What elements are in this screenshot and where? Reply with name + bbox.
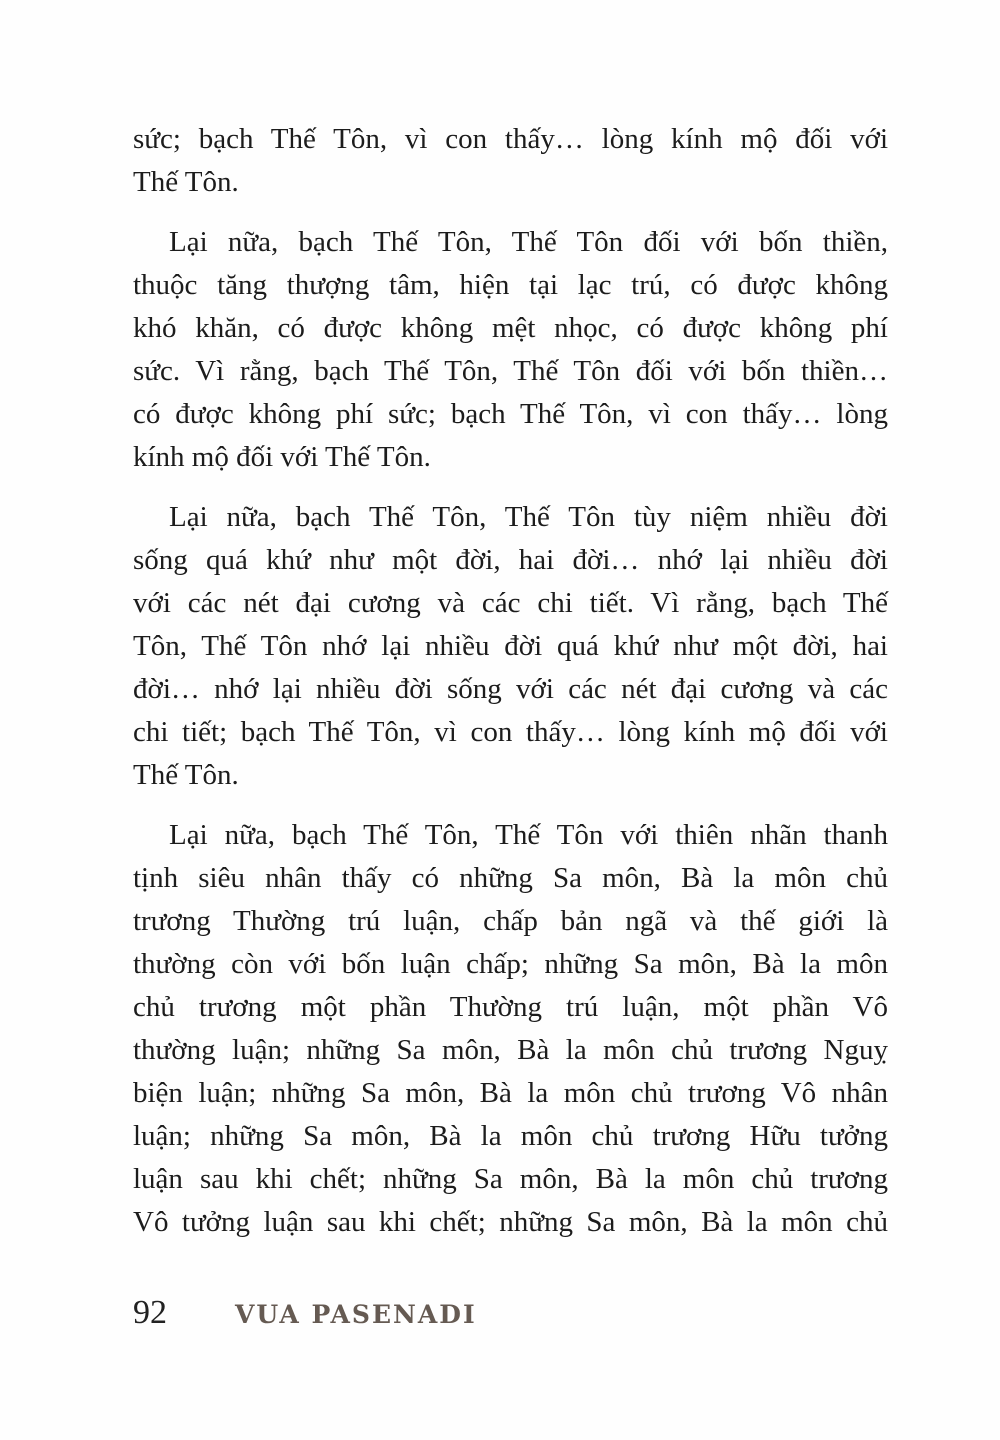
paragraph: [133, 118, 888, 204]
text-line: có được không phí sức; bạch Thế Tôn, vì con thấy… lòng: [133, 398, 888, 430]
text-line: luận sau khi chết; những Sa môn, Bà la môn chủ trương: [133, 1163, 888, 1195]
text-line: tịnh siêu nhân thấy có những Sa môn, Bà la môn chủ: [133, 862, 888, 894]
text-line: thường luận; những Sa môn, Bà la môn chủ trương Nguỵ: [133, 1034, 888, 1066]
page-number: 92: [133, 1294, 167, 1331]
text-line: khó khăn, có được không mệt nhọc, có được không phí: [133, 312, 888, 344]
text-line: Vô tưởng luận sau khi chết; những Sa môn, Bà la môn chủ: [133, 1206, 888, 1238]
text-line: Thế Tôn.: [133, 759, 239, 791]
text-line: Lại nữa, bạch Thế Tôn, Thế Tôn tùy niệm nhiều đời: [169, 501, 888, 533]
text-line: Thế Tôn.: [133, 166, 239, 198]
text-line: sức; bạch Thế Tôn, vì con thấy… lòng kính mộ đối với: [133, 123, 888, 155]
text-line: với các nét đại cương và các chi tiết. Vì rằng, bạch Thế: [133, 587, 888, 619]
text-line: thường còn với bốn luận chấp; những Sa môn, Bà la môn: [133, 948, 888, 980]
text-line: luận; những Sa môn, Bà la môn chủ trương Hữu tưởng: [133, 1120, 888, 1152]
text-line: kính mộ đối với Thế Tôn.: [133, 441, 431, 473]
paragraph: [133, 814, 888, 1244]
text-line: thuộc tăng thượng tâm, hiện tại lạc trú, có được không: [133, 269, 888, 301]
paragraph: [133, 221, 888, 479]
text-line: sức. Vì rằng, bạch Thế Tôn, Thế Tôn đối với bốn thiền…: [133, 355, 888, 387]
paragraph: [133, 496, 888, 797]
text-line: trương Thường trú luận, chấp bản ngã và thế giới là: [133, 905, 888, 937]
text-line: Lại nữa, bạch Thế Tôn, Thế Tôn đối với bốn thiền,: [169, 226, 888, 258]
text-line: biện luận; những Sa môn, Bà la môn chủ trương Vô nhân: [133, 1077, 888, 1109]
text-line: Tôn, Thế Tôn nhớ lại nhiều đời quá khứ như một đời, hai: [133, 630, 888, 662]
book-title: VUA PASENADI: [235, 1300, 477, 1329]
text-line: chủ trương một phần Thường trú luận, một phần Vô: [133, 991, 888, 1023]
text-line: đời… nhớ lại nhiều đời sống với các nét đại cương và các: [133, 673, 888, 705]
text-line: chi tiết; bạch Thế Tôn, vì con thấy… lòng kính mộ đối với: [133, 716, 888, 748]
page-body: [133, 118, 888, 1244]
text-line: sống quá khứ như một đời, hai đời… nhớ lại nhiều đời: [133, 544, 888, 576]
page-footer: [133, 1294, 888, 1332]
text-line: Lại nữa, bạch Thế Tôn, Thế Tôn với thiên nhãn thanh: [169, 819, 888, 851]
